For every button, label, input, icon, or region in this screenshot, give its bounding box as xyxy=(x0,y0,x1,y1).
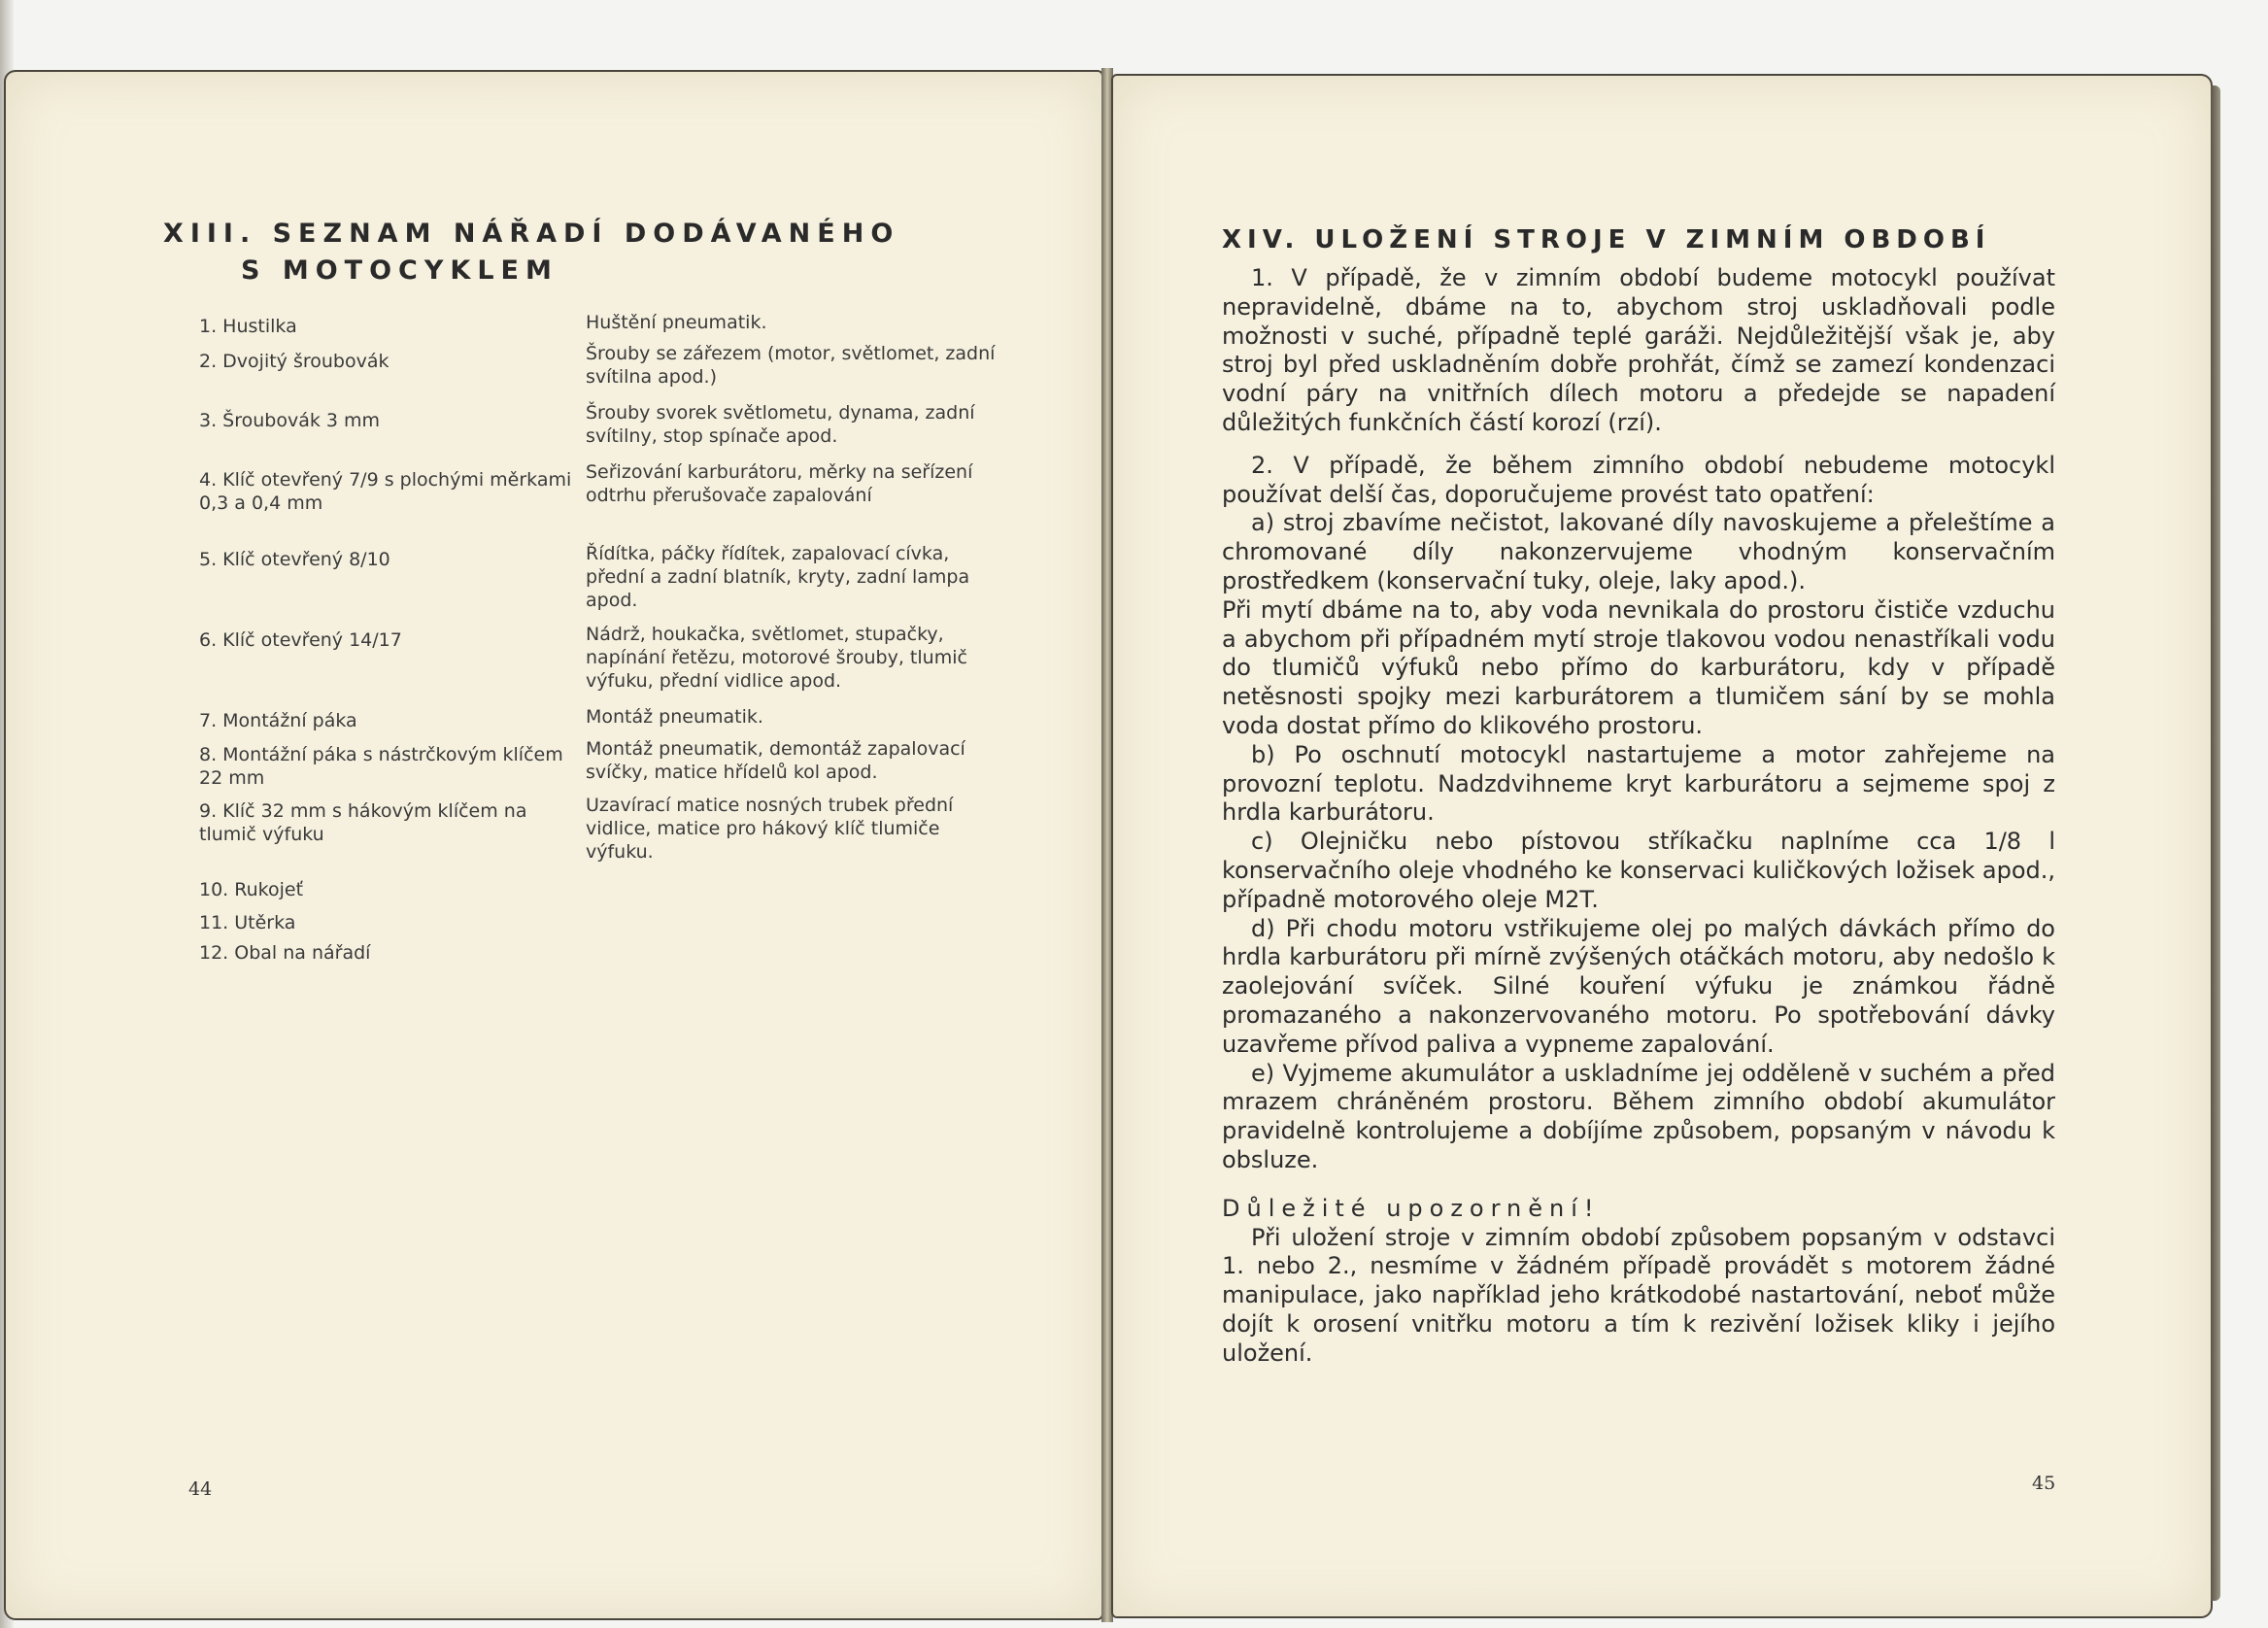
tool-name: 1. Hustilka xyxy=(199,316,297,337)
tool-name: 11. Utěrka xyxy=(199,912,296,933)
notice-heading: Důležité upozornění! xyxy=(1222,1194,1601,1222)
left-page-title xyxy=(163,216,901,289)
tool-use: Huštění pneumatik. xyxy=(586,312,767,333)
tool-name: 6. Klíč otevřený 14/17 xyxy=(199,629,402,651)
page-edge xyxy=(2211,85,2220,1601)
right-page-title: XIV. ULOŽENÍ STROJE V ZIMNÍM OBDOBÍ xyxy=(1222,225,1991,254)
left-title-line-2: S MOTOCYKLEM xyxy=(241,255,559,286)
tool-use: Nádrž, houkačka, světlomet, stupačky, napínání řetězu, motorové šrouby, tlumič výfuku, přední vidlice apod. xyxy=(586,624,967,692)
step-a-note: Při mytí dbáme na to, aby voda nevnikala do prostoru čističe vzduchu a abychom při případném mytí stroje tlakovou vodou nenastříkali vodu do tlumičů výfuků nebo přímo do karburátoru, kdy v případě netěsnosti spojky mezi karburátorem a tlumičem sání by se mohla voda dostat přímo do klikového prostoru. xyxy=(1222,595,2055,739)
step-c: c) Olejničku nebo pístovou stříkačku naplníme cca 1/8 l konservačního oleje vhodného ke konservaci kuličkových ložisek apod., případně motorového oleje M2T. xyxy=(1222,828,2055,913)
tool-use: Montáž pneumatik, demontáž zapalovací svíčky, matice hřídelů kol apod. xyxy=(586,738,965,783)
paragraph-2: 2. V případě, že během zimního období nebudeme motocykl používat delší čas, doporučujeme provést tato opatření: xyxy=(1222,451,2055,508)
tool-name: 4. Klíč otevřený 7/9 s plochými měrkami 0,3 a 0,4 mm xyxy=(199,469,572,514)
paragraph-1: 1. V případě, že v zimním období budeme motocykl používat nepravidelně, dbáme na to, abychom stroj uskladňovali podle možnosti v suché, případně teplé garáži. Nejdůležitější však je, aby stroj byl před uskladněním dobře prohřát, čímž se zamezí kondenzaci vodní páry na vnitřních dílech motoru a předejde se napadení důležitých funkčních částí korozí (rzí). xyxy=(1222,264,2055,436)
tool-name: 3. Šroubovák 3 mm xyxy=(199,410,381,431)
page-number-right: 45 xyxy=(2032,1473,2056,1494)
tool-use: Řídítka, páčky řídítek, zapalovací cívka, přední a zadní blatník, kryty, zadní lampa apod. xyxy=(586,543,970,611)
tool-name: 5. Klíč otevřený 8/10 xyxy=(199,549,390,570)
tool-use: Šrouby se zářezem (motor, světlomet, zadní svítilna apod.) xyxy=(586,343,996,388)
right-page-body xyxy=(1222,264,2055,1368)
step-a: a) stroj zbavíme nečistot, lakované díly navoskujeme a přeleštíme a chromované díly nakonzervujeme vhodným konservačním prostředkem (konservační tuky, oleje, laky apod.). xyxy=(1222,509,2055,594)
left-title-line-1: XIII. SEZNAM NÁŘADÍ DODÁVANÉHO xyxy=(163,219,900,249)
step-e: e) Vyjmeme akumulátor a uskladníme jej odděleně v suchém a před mrazem chráněném prostoru. Během zimního období akumulátor pravidelně kontrolujeme a dobíjíme způsobem, popsaným v návodu k obsluze. xyxy=(1222,1059,2055,1173)
notice-text: Při uložení stroje v zimním období způsobem popsaným v odstavci 1. nebo 2., nesmíme v žádném případě provádět s motorem žádné manipulace, jako například jeho krátkodobé nastartování, neboť může dojít k orosení vnitřku motoru a tím k rezivění ložisek kliky i jejího uložení. xyxy=(1222,1223,2055,1367)
tool-name: 9. Klíč 32 mm s hákovým klíčem na tlumič výfuku xyxy=(199,800,527,845)
tool-use: Šrouby svorek světlometu, dynama, zadní svítilny, stop spínače apod. xyxy=(586,402,975,447)
tool-use: Seřizování karburátoru, měrky na seřízení odtrhu přerušovače zapalování xyxy=(586,461,973,506)
step-d: d) Při chodu motoru vstřikujeme olej po malých dávkách přímo do hrdla karburátoru při mírně zvýšených otáčkách motoru, aby nedošlo k zaolejování svíček. Silné kouření výfuku je známkou řádně promazaného a nakonzervovaného motoru. Po spotřebování dávky uzavřeme přívod paliva a vypneme zapalování. xyxy=(1222,914,2055,1058)
book-spine xyxy=(1101,68,1113,1622)
tool-use: Montáž pneumatik. xyxy=(586,706,763,728)
tool-name: 10. Rukojeť xyxy=(199,879,304,900)
tool-name: 8. Montážní páka s nástrčkovým klíčem 22 mm xyxy=(199,744,563,789)
tool-name: 12. Obal na nářadí xyxy=(199,942,371,964)
page-number-left: 44 xyxy=(188,1478,213,1500)
tool-use: Uzavírací matice nosných trubek přední vidlice, matice pro hákový klíč tlumiče výfuku. xyxy=(586,795,954,863)
tool-name: 7. Montážní páka xyxy=(199,710,357,731)
step-b: b) Po oschnutí motocykl nastartujeme a motor zahřejeme na provozní teplotu. Nadzdvihneme kryt karburátoru a sejmeme spoj z hrdla karburátoru. xyxy=(1222,740,2055,827)
tool-name: 2. Dvojitý šroubovák xyxy=(199,351,389,372)
